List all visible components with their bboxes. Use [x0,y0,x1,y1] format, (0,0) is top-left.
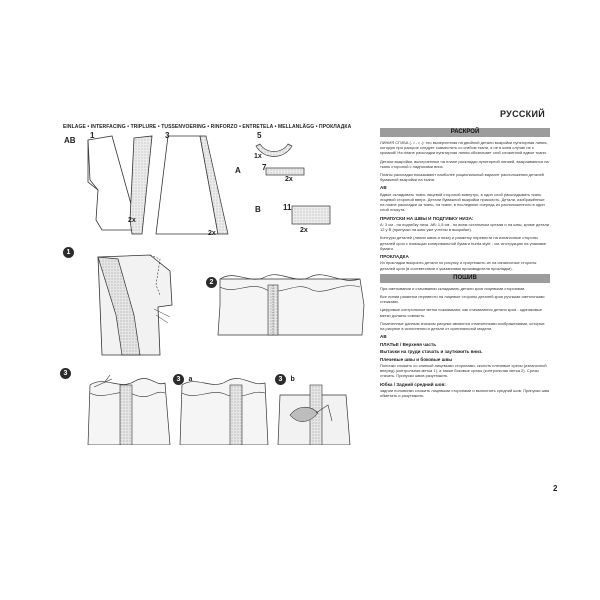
qty-2x-7: 2x [285,176,293,183]
step-2-marker: 2 [206,277,217,288]
step-illustrations [60,245,380,445]
qty-2x-right: 2x [208,230,216,237]
step-3b-letter: b [290,376,295,383]
skirt-heading: Юбка / Задний средний шов: [380,381,446,387]
step-3-marker: 3 [60,368,71,379]
piece-11-pocket [292,206,330,224]
sew-paragraph-1: При сметывании и стачивании складывать детали кроя лицевыми сторонами. [380,285,526,291]
dress-heading: ПЛАТЬЕ / Верхняя часть [380,341,437,347]
label-b: B [255,205,261,214]
qty-1x: 1x [254,153,262,160]
piece-num-3: 3 [165,131,170,140]
cut-paragraph-3: Планы раскладки показывают наиболее рациональный вариант расположения деталей бумажной выкройки на ткани. [380,172,544,183]
piece-num-5: 5 [257,131,262,140]
step-3a-drawing [180,378,268,445]
step-3-drawing [88,375,170,445]
section-sewing: ПОШИВ [380,274,550,283]
interfacing-header: EINLAGE • INTERFACING • TRIPLURE • TUSSENVOERING • RINFORZO • ENTRETELA • MELLANLÄGG • ПРОКЛАДКА [63,124,352,130]
seam-allowance-heading: ПРИПУСКИ НА ШВЫ И ПОДГИБКУ НИЗА: [380,215,474,221]
pattern-pieces-diagram [60,130,380,240]
qty-2x-11: 2x [300,227,308,234]
ab-heading: AB [380,185,387,191]
cut-paragraph-5: А: 3 см - на подгибку низа. AB: 1,5 см - по всем остальным срезам и на швы, кроме детали 12 у В (припуски на швы уже учтены в выкройке). [380,222,550,233]
step-3a-number: 3 [173,374,184,385]
sew-paragraph-4: Помеченные данным значком рисунки являются отмеченными изображениями, которые на рисунке в исполнении и детали от оригинальной модели. [380,320,545,332]
step-3b-marker [275,368,295,386]
piece-num-7: 7 [262,163,267,172]
piece-7-band [266,168,304,175]
step-1-drawing [98,255,172,355]
language-heading: РУССКИЙ [500,109,546,119]
section-cutting: РАСКРОЙ [380,128,550,137]
ab-heading-2: AB [380,334,387,340]
label-ab: AB [64,136,76,145]
sew-paragraph-3: Цифровые контрольные метки показывают, как стачиваются детали кроя - одинаковые метки должны совпасть. [380,307,543,318]
shoulder-heading: Плечевые швы и боковые швы [380,356,453,362]
step-3a-letter: a [188,376,193,383]
sew-paragraph-5: Полочки сложить со спинкой лицевыми сторонами, сколоть плечевые срезы (изнаночной вперед) (контрольная метка 1), а также боковые срезы (контрольная метка 2). Срезы стачать. Припуски швов разутюжить. [380,362,547,379]
step-1-marker: 1 [63,247,74,258]
sew-paragraph-6: заднии половинки сложить лицевыми сторонами и выполнить средний шов. Припуски шва обметать и разутюжить. [380,387,550,399]
interfacing-heading: ПРОКЛАДКА [380,254,409,260]
instruction-column [380,128,550,401]
step-3b-number: 3 [275,374,286,385]
label-a: A [235,166,241,175]
sew-paragraph-2: Все линии разметки перевести на лицевые стороны деталей кроя ручными сметочными стежками. [380,294,545,305]
cut-paragraph-2: Детали выкройки, вычерченные на плане раскладки пунктирной линией, выкраиваются на ткань стороной с надписями вниз. [380,158,549,169]
cut-paragraph-7: Из прокладки выкроить детали по рисунку и приутюжить их на изнаночные стороны деталей кроя (в соответствии с указаниями производителя прокладки). [380,260,537,271]
step-3b-drawing [278,385,350,445]
step-2-drawing [218,275,364,335]
cut-paragraph-1: ЛИНИЯ СГИБА (- • - • -): это вычерченная на двойной детали выкройки пунктирная линия, которую при раскрое следует совместить со сгибом ткани, а не в коем случае не с кромкой! На плане раскладки пунктирная линия обозначает сгиб сложенной вдвое ткани. [380,140,548,156]
piece-num-11: 11 [283,203,292,212]
cut-paragraph-6: Контуры деталей (линии швов и низа) и разметку перевести на изнаночные стороны деталей кроя с помощью копировальной бумаги burda style - см. инструкцию на упаковке бумаги. [380,235,547,251]
step-3a-marker [173,368,192,386]
qty-2x-left: 2x [128,217,136,224]
cut-paragraph-4: Вдвое складывать ткань лицевой стороной вовнутрь, в один слой раскладывать ткань лицевой стороной вверх. Детали бумажной выкройки приколоть. Детали, изображённые на плане раскладки за ткань, на ткани, в последнюю очередь из расположенного в один слой лоскута. [380,191,545,213]
darts-heading: Вытачки на груди стачать и заутюжить вниз. [380,349,483,355]
page-number: 2 [553,484,558,493]
piece-num-1: 1 [90,131,95,140]
